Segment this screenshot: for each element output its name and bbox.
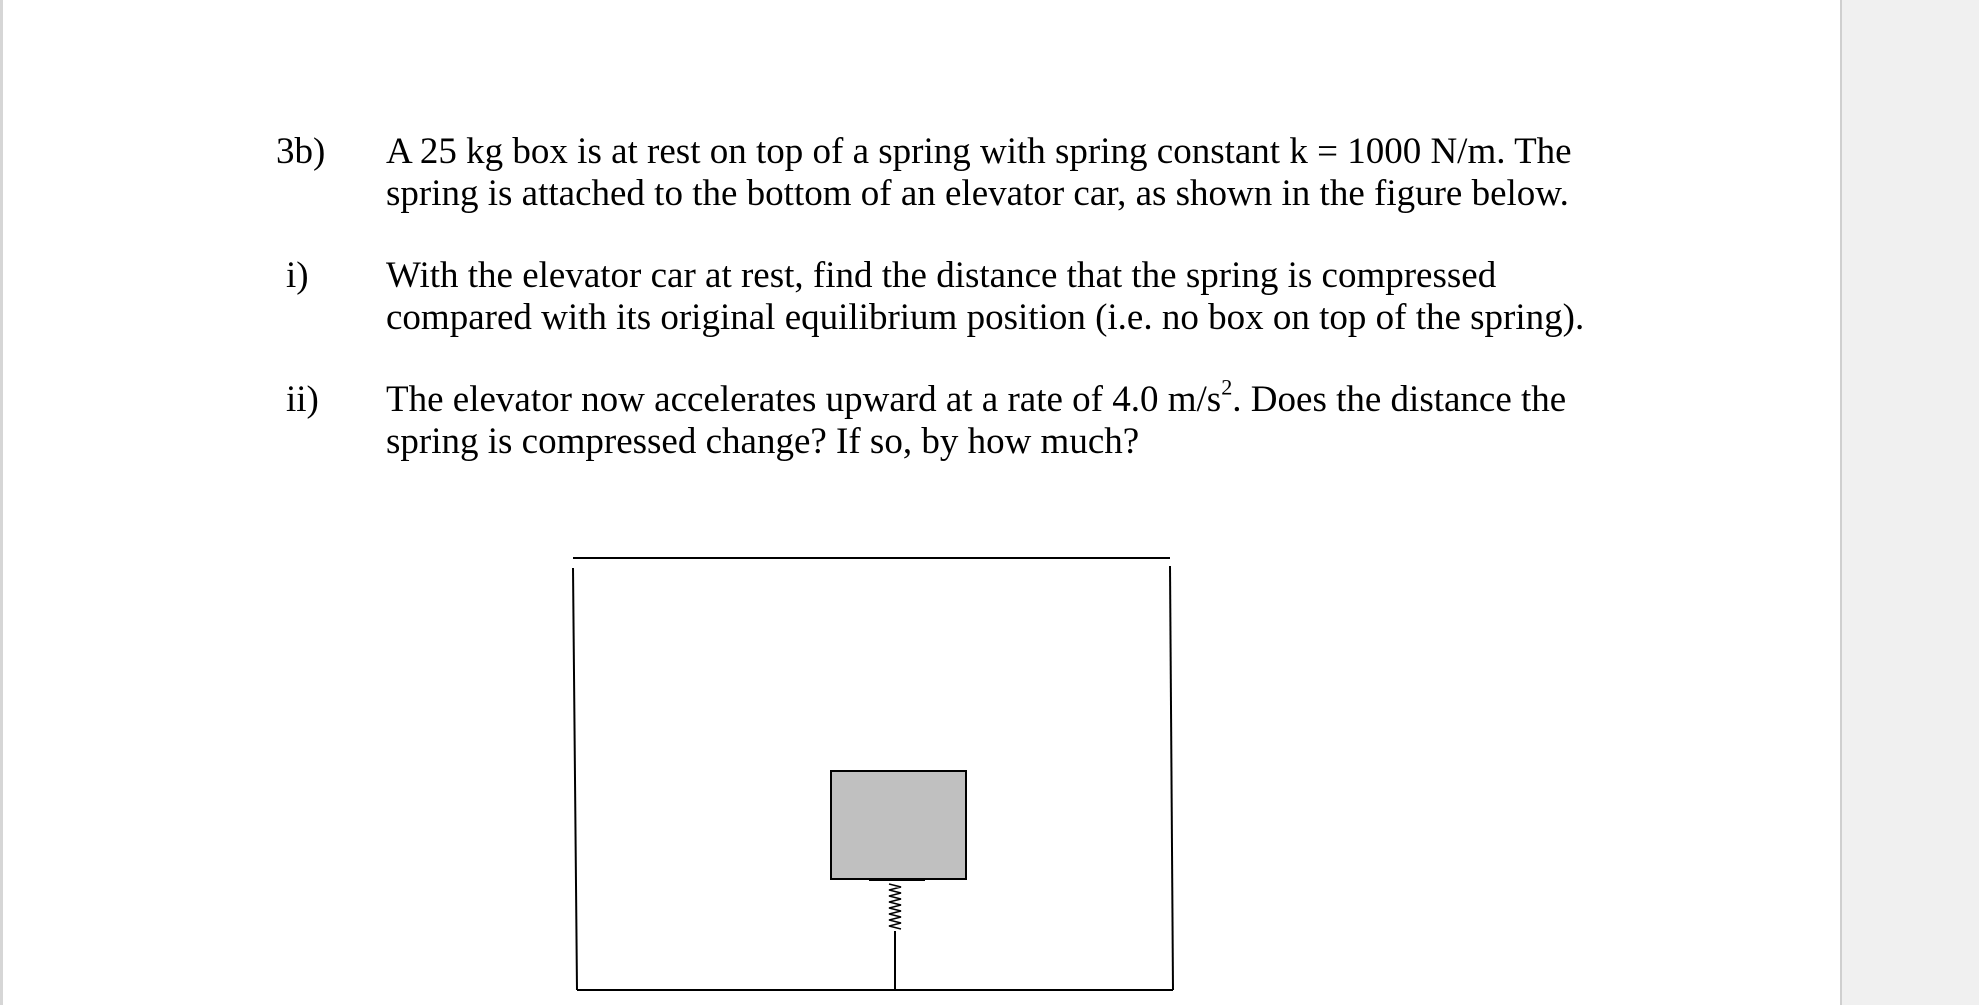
part-i-line-2: compared with its original equilibrium position (i.e. no box on top of the spring). — [386, 297, 1585, 338]
part-i-line-1: With the elevator car at rest, find the distance that the spring is compressed — [386, 255, 1497, 296]
elevator-diagram — [563, 550, 1183, 1000]
part-ii-line-1-end: . Does the distance the — [1232, 379, 1567, 420]
part-ii-line-1 — [386, 374, 1567, 421]
part-i-text — [386, 255, 1585, 339]
part-ii-line-2: spring is compressed change? If so, by how much? — [386, 421, 1140, 462]
box — [831, 771, 966, 879]
elevator-figure — [563, 550, 1183, 1000]
problem-intro — [386, 131, 1572, 215]
part-ii-label: ii) — [286, 379, 319, 420]
viewer-side-gutter — [1840, 0, 1979, 1005]
part-i-label: i) — [286, 255, 309, 296]
problem-number: 3b) — [276, 131, 326, 172]
spring-coil — [889, 884, 901, 929]
part-ii-line-1-start: The elevator now accelerates upward at a rate of 4.0 m/s — [386, 379, 1222, 420]
intro-line-2: spring is attached to the bottom of an elevator car, as shown in the figure below. — [386, 173, 1569, 214]
intro-line-1: A 25 kg box is at rest on top of a spring with spring constant k = 1000 N/m. The — [386, 131, 1572, 172]
elevator-left-wall — [573, 568, 577, 990]
exponent-superscript: 2 — [1221, 374, 1233, 400]
part-ii-text — [386, 374, 1567, 463]
elevator-right-wall — [1170, 566, 1173, 990]
